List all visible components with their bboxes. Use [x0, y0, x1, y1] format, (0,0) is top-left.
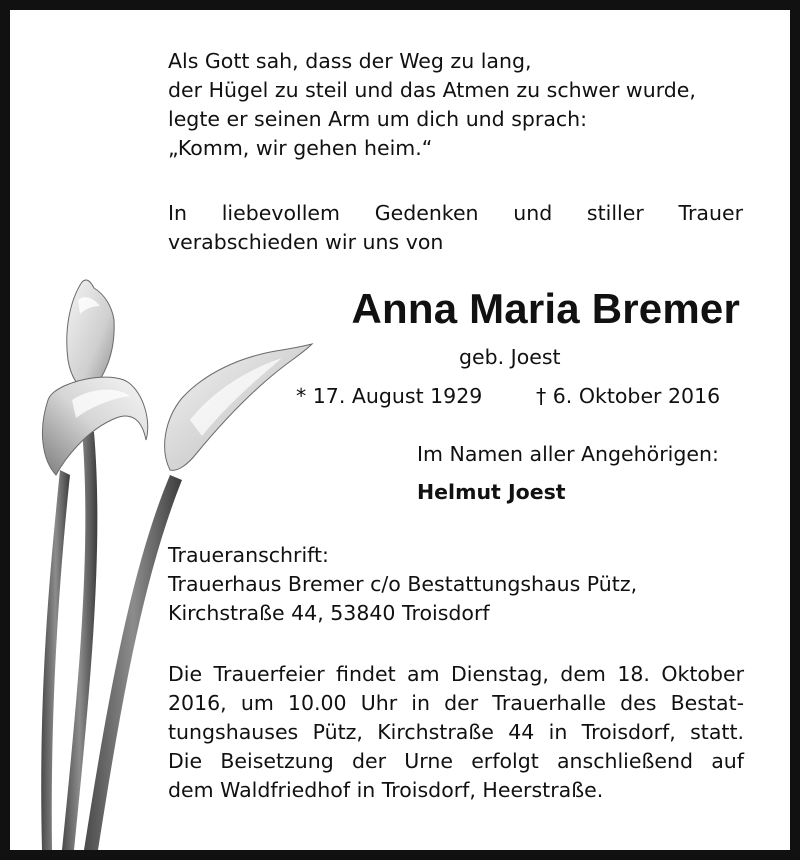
address-line: Kirchstraße 44, 53840 Troisdorf	[168, 601, 490, 625]
poem-line: legte er seinen Arm um dich und sprach:	[168, 107, 588, 131]
poem	[168, 47, 728, 163]
service-line: Die Trauerfeier findet am Dienstag, dem 18. Oktober	[168, 662, 744, 686]
birth-name: geb. Joest	[459, 345, 561, 369]
service-line: tungshauses Pütz, Kirchstraße 44 in Troisdorf, statt.	[168, 720, 744, 744]
behalf-line: Im Namen aller Angehörigen:	[417, 442, 719, 466]
poem-line: „Komm, wir gehen heim.“	[168, 136, 433, 160]
poem-line: Als Gott sah, dass der Weg zu lang,	[168, 49, 532, 73]
service-info	[168, 660, 744, 805]
service-line: Die Beisetzung der Urne erfolgt anschließend auf	[168, 749, 744, 773]
intro-text	[168, 199, 743, 257]
address-line: Trauerhaus Bremer c/o Bestattungshaus Pütz,	[168, 572, 638, 596]
intro-line: In liebevollem Gedenken und stiller Trauer	[168, 201, 743, 225]
mourning-address	[168, 541, 688, 628]
deceased-name: Anna Maria Bremer	[351, 285, 740, 332]
signer-name: Helmut Joest	[417, 480, 566, 504]
address-line: Traueranschrift:	[168, 543, 329, 567]
service-line: dem Waldfriedhof in Troisdorf, Heerstraße.	[168, 778, 604, 802]
poem-line: der Hügel zu steil und das Atmen zu schwer wurde,	[168, 78, 696, 102]
birth-date: * 17. August 1929	[296, 384, 483, 408]
death-date: † 6. Oktober 2016	[536, 384, 721, 408]
intro-line: verabschieden wir uns von	[168, 230, 444, 254]
service-line: 2016, um 10.00 Uhr in der Trauerhalle des Bestat-	[168, 691, 744, 715]
